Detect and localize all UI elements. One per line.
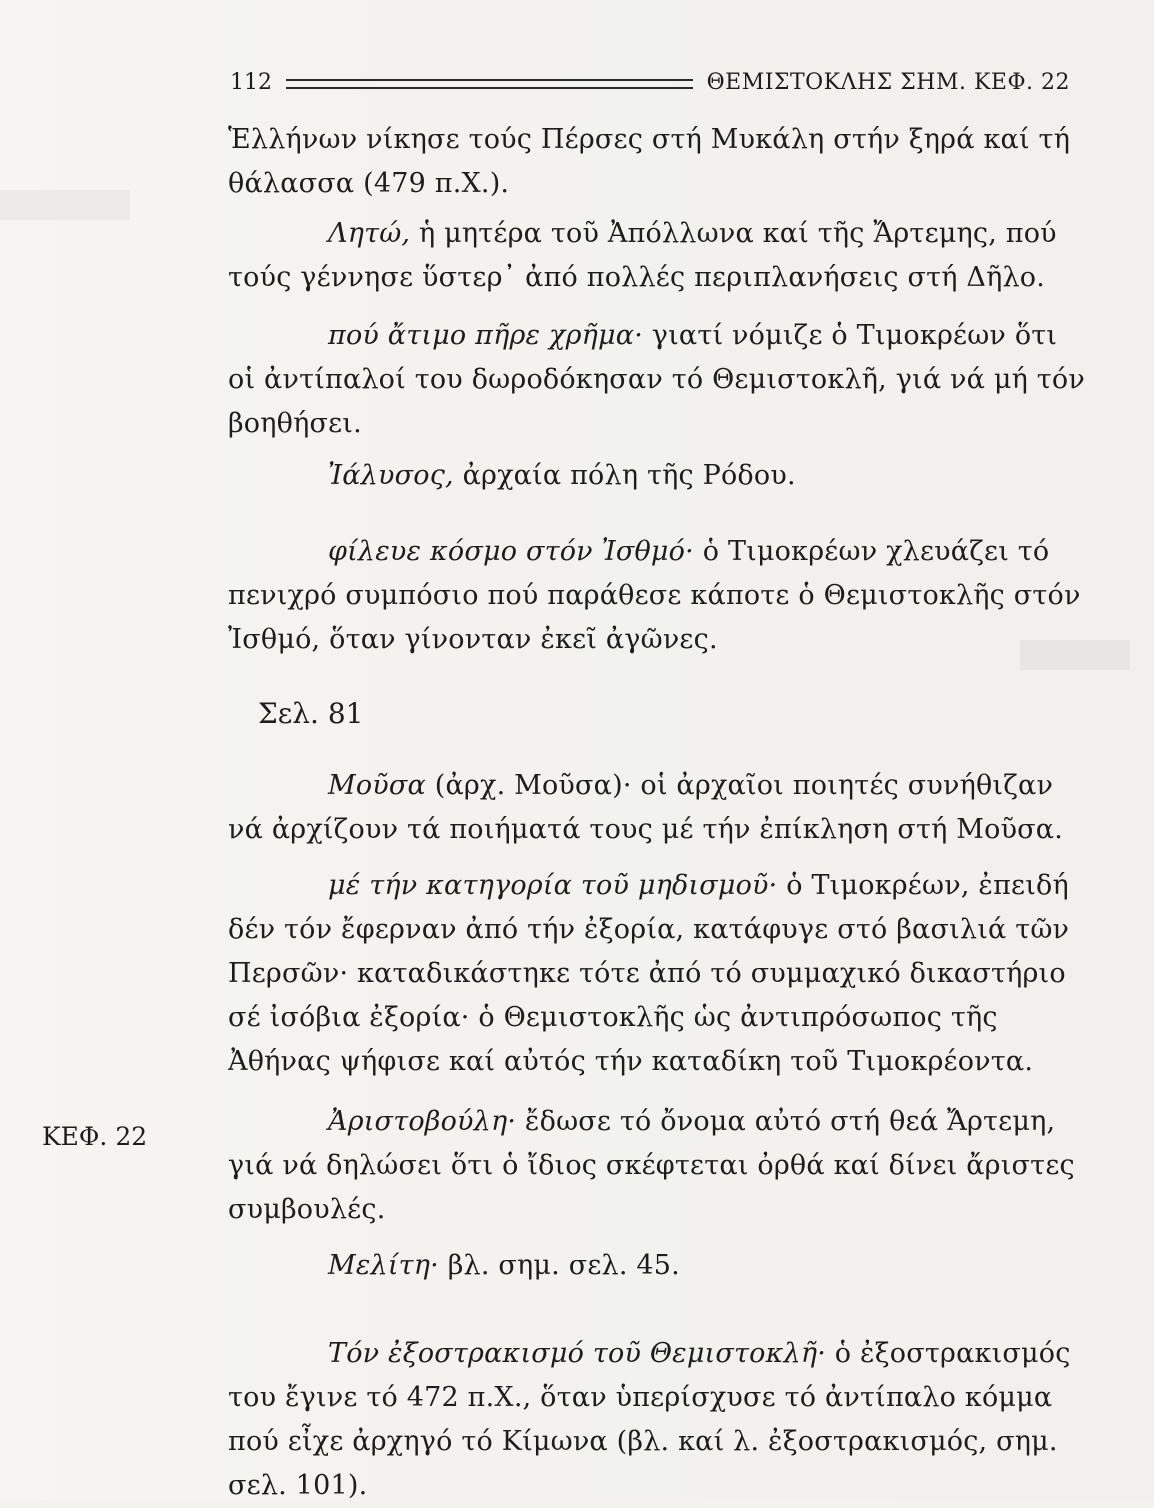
note-lemma: πού ἄτιμο πῆρε χρῆμα· [328,320,643,351]
note-entry [228,1332,1088,1508]
note-text: ὁ ἐξοστρακισμός του ἔγινε τό 472 π.Χ., ὅταν ὑπερίσχυσε τό ἀντίπαλο κόμμα πού εἶχε ἀρχηγό τό Κίμωνα (βλ. καί λ. ἐξοστρακισμός, σημ. σελ. 101). [228,1338,1071,1501]
note-entry [228,764,1088,852]
note-entry-continuation [228,118,1088,206]
bleed-through-mark [0,190,130,220]
section-heading: Σελ. 81 [258,697,364,730]
note-lemma: Μελίτη· [328,1250,439,1281]
note-entry [228,454,1088,498]
note-lemma: Ἰάλυσος, [328,460,454,491]
note-lemma: Μοῦσα [328,770,426,801]
note-text: Ἑλλήνων νίκησε τούς Πέρσες στή Μυκάλη στήν ξηρά καί τή θάλασσα (479 π.Χ.). [228,124,1071,199]
page-number: 112 [230,70,272,95]
note-entry [228,1100,1088,1232]
note-text: ὁ Τιμοκρέων, ἐπειδή δέν τόν ἔφερναν ἀπό τήν ἐξορία, κατάφυγε στό βασιλιά τῶν Περσῶν· καταδικάστηκε τότε ἀπό τό συμμαχικό δικαστήριο σέ ἰσόβια ἐξορία· ὁ Θεμιστοκλῆς ὡς ἀντιπρόσωπος τῆς Ἀθήνας ψήφισε καί αὐτός τήν καταδίκη τοῦ Τιμοκρέοντα. [228,870,1070,1077]
note-entry [228,212,1088,300]
note-lemma: Τόν ἐξοστρακισμό τοῦ Θεμιστοκλῆ· [328,1338,827,1369]
note-text: βλ. σημ. σελ. 45. [438,1250,680,1281]
page-header [230,58,1070,94]
note-entry [228,530,1088,662]
note-lemma: μέ τήν κατηγορία τοῦ μηδισμοῦ· [328,870,778,901]
note-text: ἡ μητέρα τοῦ Ἀπόλλωνα καί τῆς Ἄρτεμης, πού τούς γέννησε ὕστερ᾽ ἀπό πολλές περιπλανήσεις στή Δῆλο. [228,218,1057,293]
note-text: ἀρχαία πόλη τῆς Ρόδου. [453,460,796,491]
header-double-rule [286,79,693,89]
note-entry [228,1244,1088,1288]
running-head: ΘΕΜΙΣΤΟΚΛΗΣ ΣΗΜ. ΚΕΦ. 22 [706,70,1070,95]
note-lemma: Λητώ, [328,218,411,249]
note-text: ὁ Τιμοκρέων χλευάζει τό πενιχρό συμπόσιο πού παράθεσε κάποτε ὁ Θεμιστοκλῆς στόν Ἰσθμό, ὅταν γίνονταν ἐκεῖ ἀγῶνες. [228,536,1081,655]
note-text: γιατί νόμιζε ὁ Τιμοκρέων ὅτι οἱ ἀντίπαλοί του δωροδόκησαν τό Θεμιστοκλῆ, γιά νά μή τόν βοηθήσει. [228,320,1085,439]
note-entry [228,314,1088,446]
note-text: ἔδωσε τό ὄνομα αὐτό στή θεά Ἄρτεμη, γιά νά δηλώσει ὅτι ὁ ἴδιος σκέφτεται ὀρθά καί δίνει ἄριστες συμβουλές. [228,1106,1075,1225]
note-lemma: Ἀριστοβούλη· [328,1106,517,1137]
margin-chapter-label: ΚΕΦ. 22 [42,1122,148,1151]
note-text: (ἀρχ. Μοῦσα)· οἱ ἀρχαῖοι ποιητές συνήθιζαν νά ἀρχίζουν τά ποιήματά τους μέ τήν ἐπίκληση στή Μοῦσα. [228,770,1064,845]
note-entry [228,864,1088,1084]
note-lemma: φίλευε κόσμο στόν Ἰσθμό· [328,536,694,567]
